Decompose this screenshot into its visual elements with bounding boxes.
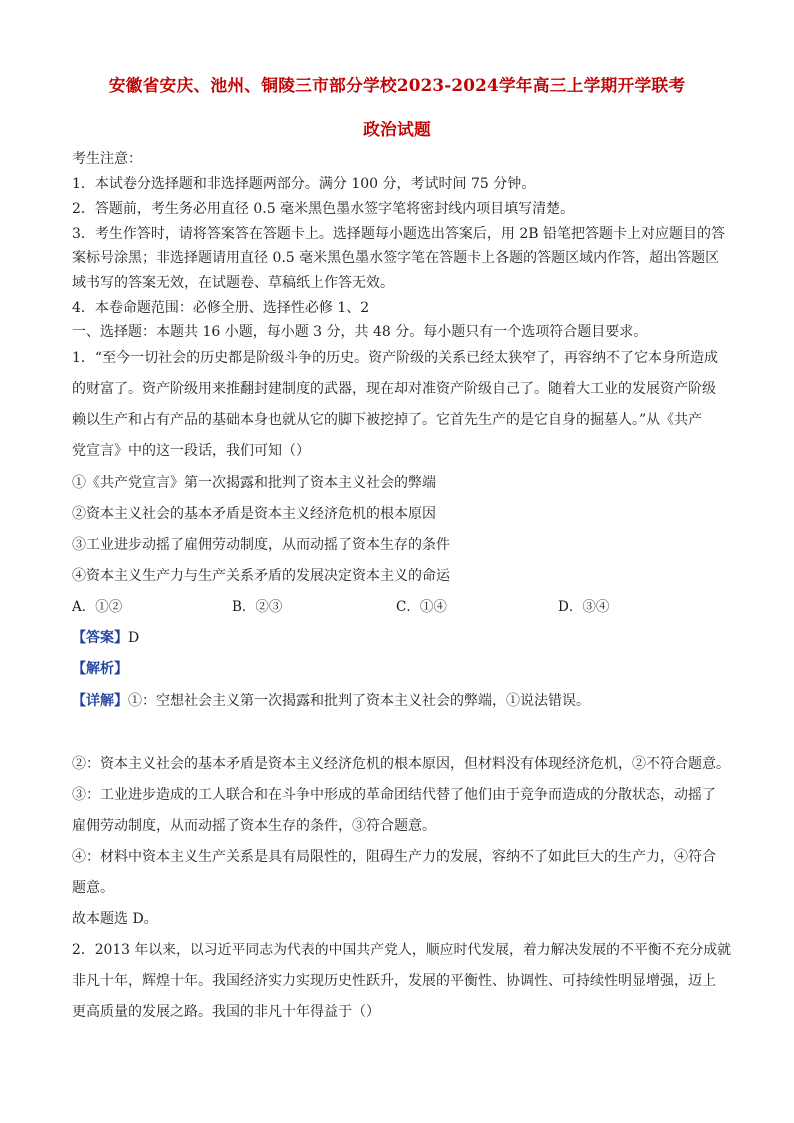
q1-detail-line: 题意。	[72, 880, 114, 896]
notice-item: 4．本卷命题范围：必修全册、选择性必修 1、2	[72, 300, 370, 316]
detail-label: 【详解】	[72, 693, 128, 709]
detail-text: ①：空想社会主义第一次揭露和批判了资本主义社会的弊端，①说法错误。	[128, 693, 590, 709]
answer-value: D	[128, 630, 140, 646]
q1-stem-line: 党宣言》中的这一段话，我们可知（）	[72, 443, 310, 459]
q1-option-a: A．①②	[72, 599, 123, 615]
q2-stem-line: 更高质量的发展之路。我国的非凡十年得益于（）	[72, 1004, 380, 1020]
document-subtitle: 政治试题	[363, 119, 431, 139]
q1-analysis-label	[72, 660, 128, 678]
document-title: 安徽省安庆、池州、铜陵三市部分学校2023-2024学年高三上学期开学联考	[108, 75, 686, 95]
q2-stem-line: 非凡十年，辉煌十年。我国经济实力实现历史性跃升，发展的平衡性、协调性、可持续性明显增强，迈上	[72, 973, 716, 989]
notice-item: 1．本试卷分选择题和非选择题两部分。满分 100 分，考试时间 75 分钟。	[72, 176, 536, 192]
notice-item: 域书写的答案无效，在试题卷、草稿纸上作答无效。	[72, 275, 394, 291]
notice-heading: 考生注意：	[72, 151, 142, 167]
q1-answer	[72, 629, 139, 647]
q1-stem-line: 的财富了。资产阶级用来推翻封建制度的武器，现在却对准资产阶级自己了。随着大工业的发展资产阶级	[72, 381, 716, 397]
q2-stem-line: 2．2013 年以来，以习近平同志为代表的中国共产党人，顺应时代发展，着力解决发展的不平衡不充分成就	[72, 942, 732, 958]
section-heading: 一、选择题：本题共 16 小题，每小题 3 分，共 48 分。每小题只有一个选项符合题目要求。	[72, 324, 648, 340]
analysis-label: 【解析】	[72, 661, 128, 677]
q1-detail-first	[72, 692, 590, 710]
q1-stem-line: 赖以生产和占有产品的基础本身也就从它的脚下被挖掉了。它首先生产的是它自身的掘墓人。”从《共产	[72, 412, 703, 428]
q1-stem-line: 1．“至今一切社会的历史都是阶级斗争的历史。资产阶级的关系已经太狭窄了，再容纳不了它本身所造成	[72, 350, 719, 366]
q1-detail-line: 雇佣劳动制度，从而动摇了资本生存的条件，③符合题意。	[72, 818, 436, 834]
q1-detail-line: ②：资本主义社会的基本矛盾是资本主义经济危机的根本原因，但材料没有体现经济危机，②不符合题意。	[72, 756, 730, 772]
q1-option-c: C．①④	[396, 599, 447, 615]
q1-statement: ①《共产党宣言》第一次揭露和批判了资本主义社会的弊端	[72, 475, 436, 491]
q1-statement: ④资本主义生产力与生产关系矛盾的发展决定资本主义的命运	[72, 568, 450, 584]
q1-statement: ②资本主义社会的基本矛盾是资本主义经济危机的根本原因	[72, 506, 436, 522]
notice-item: 2．答题前，考生务必用直径 0.5 毫米黑色墨水签字笔将密封线内项目填写清楚。	[72, 201, 575, 217]
notice-item: 案标号涂黑；非选择题请用直径 0.5 毫米黑色墨水签字笔在答题卡上各题的答题区域内作答，超出答题区	[72, 250, 720, 266]
answer-label: 【答案】	[72, 630, 128, 646]
q1-statement: ③工业进步动摇了雇佣劳动制度，从而动摇了资本生存的条件	[72, 537, 450, 553]
q1-detail-line: ③：工业进步造成的工人联合和在斗争中形成的革命团结代替了他们由于竞争而造成的分散状态，动摇了	[72, 787, 716, 803]
notice-item: 3．考生作答时，请将答案答在答题卡上。选择题每小题选出答案后，用 2B 铅笔把答题卡上对应题目的答	[72, 226, 726, 242]
q1-detail-line: 故本题选 D。	[72, 911, 158, 927]
q1-detail-line: ④：材料中资本主义生产关系是具有局限性的，阻碍生产力的发展，容纳不了如此巨大的生产力，④符合	[72, 849, 716, 865]
q1-option-b: B．②③	[232, 599, 283, 615]
q1-option-d: D．③④	[558, 599, 610, 615]
